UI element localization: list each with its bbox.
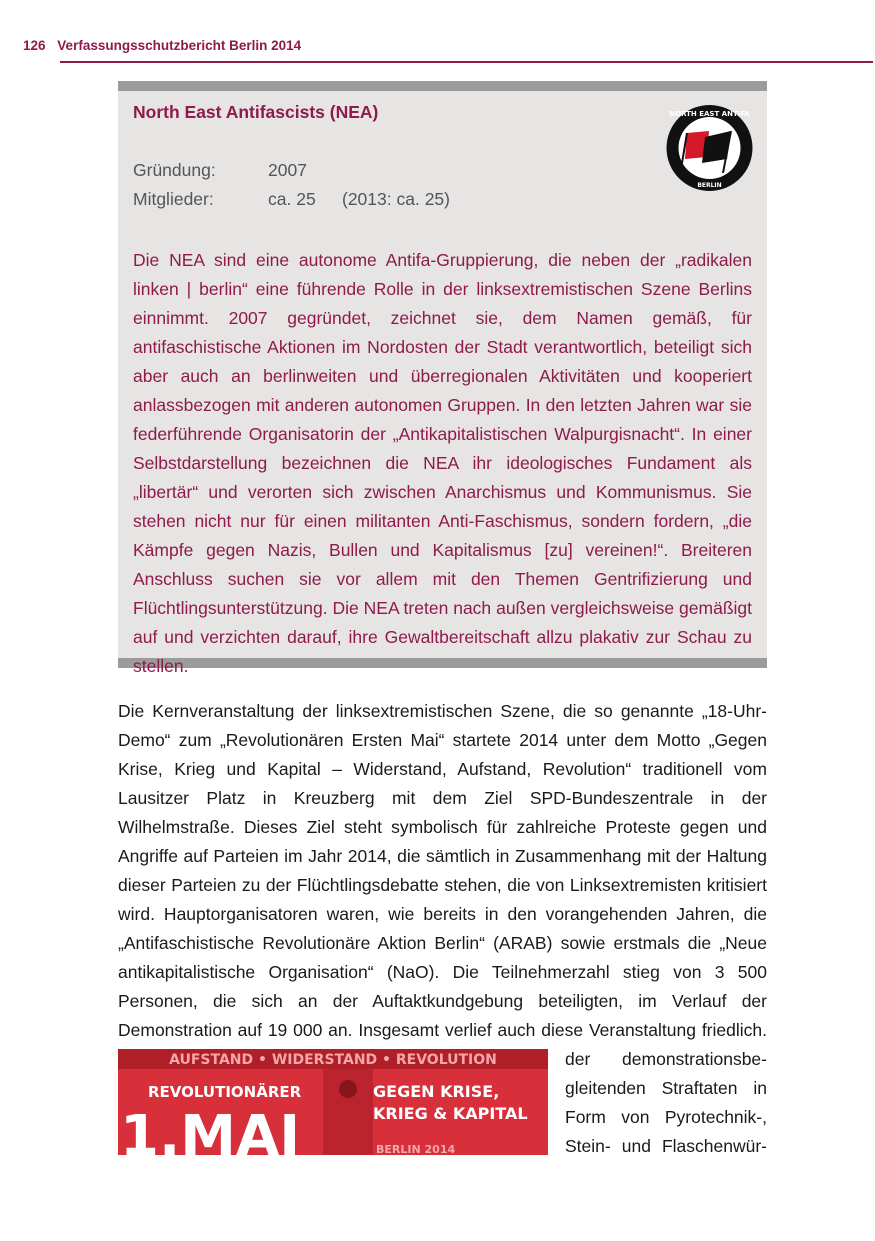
banner-big-text: 1.MAI [120, 1104, 301, 1155]
banner-top-line: AUFSTAND • WIDERSTAND • REVOLUTION [169, 1052, 497, 1068]
wrapped-line: Form von Pyrotechnik-, [565, 1107, 767, 1127]
publication-title: Verfassungsschutzbericht Berlin 2014 [57, 38, 302, 53]
members-value: ca. 25 [268, 189, 316, 209]
members-previous-value: (2013: ca. 25) [342, 189, 450, 209]
header-rule [60, 61, 873, 63]
may-day-banner-image [118, 1049, 548, 1155]
founding-value: 2007 [268, 160, 307, 180]
banner-right-line-1: GEGEN KRISE, [373, 1082, 500, 1101]
box-top-border [118, 81, 767, 91]
organization-description: Die NEA sind eine autonome Antifa-Gruppierung, die neben der „radikalen linken | berlin“ eine führende Rolle in der linksextremistischen Szene Berlins einnimmt. 2007 gegründet, zeichnet sie, dem Namen gemäß, für antifaschistische Aktionen im Nordosten der Stadt verantwortlich, beteiligt sich aber auch an berlinweiten und überregionalen Aktivitäten und kooperiert anlassbezogen mit anderen autonomen Gruppen. In den letzten Jahren war sie federführende Organisatorin der „Antikapitalistischen Walpurgisnacht“. In einer Selbstdarstellung bezeichnen die NEA ihr ideologisches Fundament als „libertär“ und verorten sich zwischen Anarchismus und Kommunismus. Sie stehen nicht nur für einen militanten Anti-Faschismus, sondern fordern, „die Kämpfe gegen Nazis, Bullen und Kapitalismus [zu] vereinen!“. Breiteren Anschluss suchen sie vor allem mit den Themen Gentrifizierung und Flüchtlingsunterstützung. Die NEA treten nach außen vergleichsweise gemäßigt auf und verzichten darauf, ihre Gewaltbereitschaft allzu plakativ zur Schau zu stellen. [133, 250, 752, 676]
wrapped-text-column [565, 1045, 767, 1161]
banner-small-text: REVOLUTIONÄRER [148, 1083, 302, 1101]
wrapped-line: der demonstrationsbe- [565, 1049, 767, 1069]
antifa-flag-logo-icon [665, 103, 754, 193]
logo-text-top: NORTH EAST ANTIFA [669, 110, 750, 118]
members-label: Mitglieder: [133, 189, 214, 209]
box-title: North East Antifascists (NEA) [133, 102, 379, 122]
logo-text-bottom: BERLIN [697, 182, 722, 189]
wrapped-line: gleitenden Straftaten in [565, 1078, 767, 1098]
banner-bottom-right: BERLIN 2014 [376, 1143, 456, 1155]
page-number: 126 [23, 38, 46, 53]
wrapped-line: Stein- und Flaschenwür- [565, 1136, 767, 1156]
banner-right-line-2: KRIEG & KAPITAL [373, 1104, 528, 1123]
body-paragraph: Die Kernveranstaltung der linksextremistischen Szene, die so genannte „18-Uhr-Demo“ zum „Revolutionären Ersten Mai“ startete 2014 unter dem Motto „Gegen Krise, Krieg und Kapital – Widerstand, Aufstand, Revolution“ traditionell vom Lausitzer Platz in Kreuzberg mit dem Ziel SPD-Bundeszentrale in der Wilhelmstraße. Dieses Ziel steht symbolisch für zahlreiche Proteste gegen und Angriffe auf Parteien im Jahr 2014, die sämtlich in Zusammenhang mit der Haltung dieser Parteien zu der Flüchtlingsdebatte stehen, die von Linksextremisten kritisiert wird. Hauptorganisatoren waren, wie bereits in den vorangehenden Jahren, die „Antifaschistische Revolutionäre Aktion Berlin“ (ARAB) sowie erstmals die „Neue antikapitalistische Organisation“ (NaO). Die Teilnehmerzahl stieg von 3 500 Personen, die sich an der Auftaktkundgebung beteiligten, im Verlauf der Demonstration auf 19 000 an. Insgesamt verlief auch diese Veranstaltung friedlich. [118, 701, 767, 1040]
running-header [23, 38, 301, 53]
founding-label: Gründung: [133, 160, 216, 180]
